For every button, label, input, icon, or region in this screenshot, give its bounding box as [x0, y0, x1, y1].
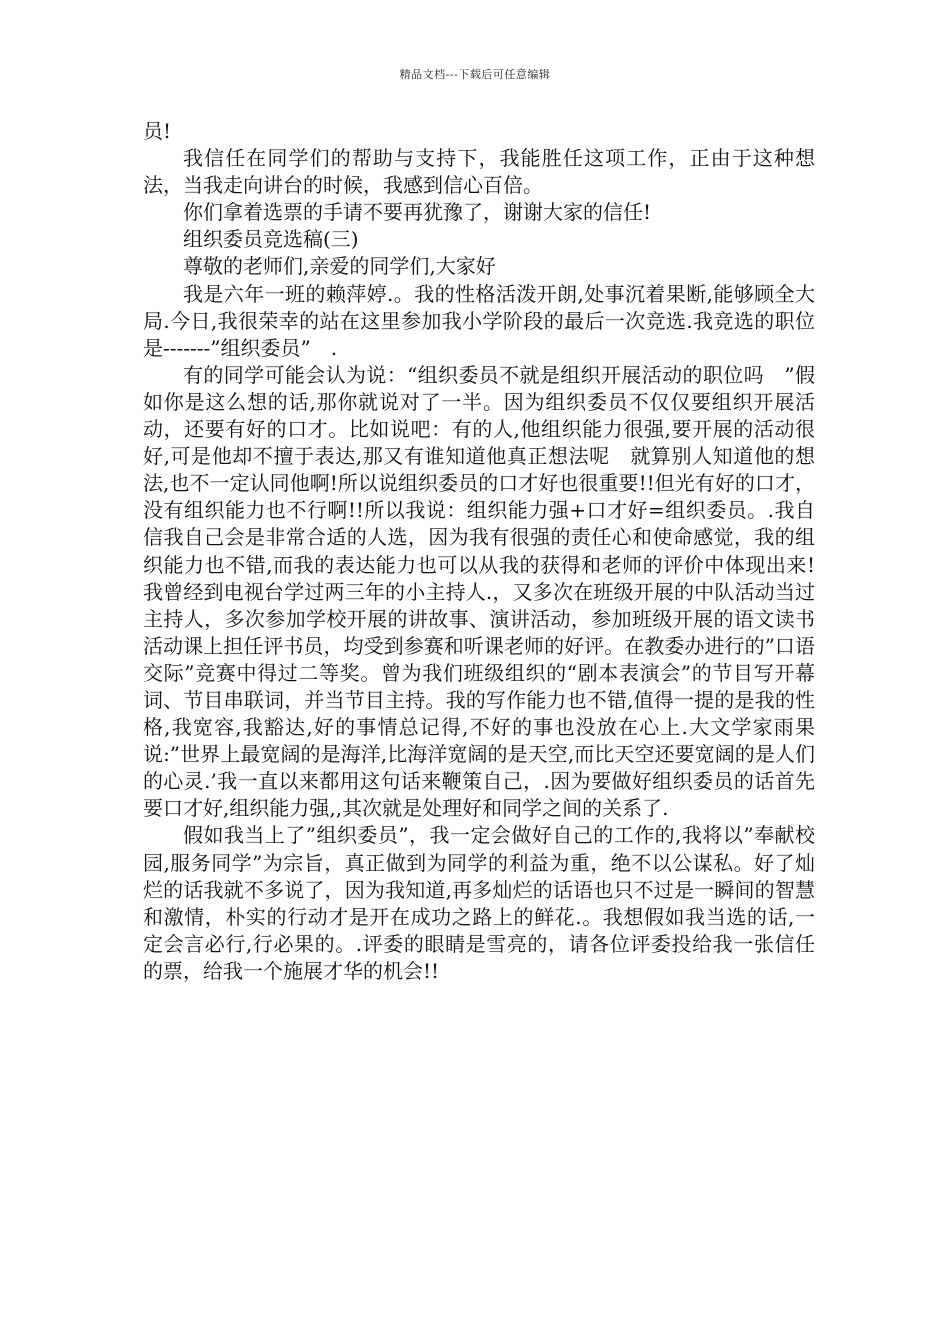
- paragraph: 我是六年一班的赖萍婷.。我的性格活泼开朗,处事沉着果断,能够顾全大局.今日,我很荣幸的站在这里参加我小学阶段的最后一次竞选.我竞选的职位是-------”组织委员” .: [143, 281, 815, 360]
- salutation: 尊敬的老师们,亲爱的同学们,大家好: [183, 254, 496, 279]
- document-body: [143, 118, 815, 985]
- paragraph: 假如我当上了”组织委员”，我一定会做好自己的工作的,我将以”奉献校园,服务同学”为宗旨，真正做到为同学的利益为重，绝不以公谋私。好了灿烂的话我就不多说了，因为我知道,再多灿烂的话语也只不过是一瞬间的智慧和激情，朴实的行动才是开在成功之路上的鲜花.。我想假如我当选的话,一定会言必行,行必果的。.评委的眼睛是雪亮的，请各位评委投给我一张信任的票，给我一个施展才华的机会!!: [143, 823, 815, 983]
- paragraph: 我信任在同学们的帮助与支持下，我能胜任这项工作，正由于这种想法，当我走向讲台的时候，我感到信心百倍。: [143, 146, 815, 198]
- paragraph-continuation: 员!: [143, 119, 172, 143]
- page-header: 精品文档---下载后可任意编辑: [399, 68, 551, 81]
- paragraph: 你们拿着选票的手请不要再犹豫了，谢谢大家的信任!: [183, 200, 652, 225]
- section-title: 组织委员竞选稿(三): [183, 227, 359, 252]
- paragraph: 有的同学可能会认为说：“组织委员不就是组织开展活动的职位吗 ”假如你是这么想的话,那你就说对了一半。因为组织委员不仅仅要组织开展活动，还要有好的口才。比如说吧：有的人,他组织能力很强,要开展的活动很好,可是他却不擅于表达,那又有谁知道他真正想法呢 就算别人知道他的想法,也不一定认同他啊!所以说组织委员的口才好也很重要!!但光有好的口才，没有组织能力也不行啊!!所以我说：组织能力强+口才好=组织委员。.我自信我自己会是非常合适的人选，因为我有很强的责任心和使命感觉，我的组织能力也不错,而我的表达能力也可以从我的获得和老师的评价中体现出来!我曾经到电视台学过两三年的小主持人.，又多次在班级开展的中队活动当过主持人，多次参加学校开展的讲故事、演讲活动，参加班级开展的语文读书活动课上担任评书员，均受到参赛和听课老师的好评。在教委办进行的”口语交际”竞赛中得过二等奖。曾为我们班级组织的“剧本表演会”的节目写开幕词、节目串联词，并当节目主持。我的写作能力也不错,值得一提的是我的性格,我宽容,我豁达,好的事情总记得,不好的事也没放在心上.大文学家雨果说:”世界上最宽阔的是海洋,比海洋宽阔的是天空,而比天空还要宽阔的是人们的心灵.’我一直以来都用这句话来鞭策自己，.因为要做好组织委员的话首先要口才好,组织能力强,,其次就是处理好和同学之间的关系了.: [143, 362, 815, 821]
